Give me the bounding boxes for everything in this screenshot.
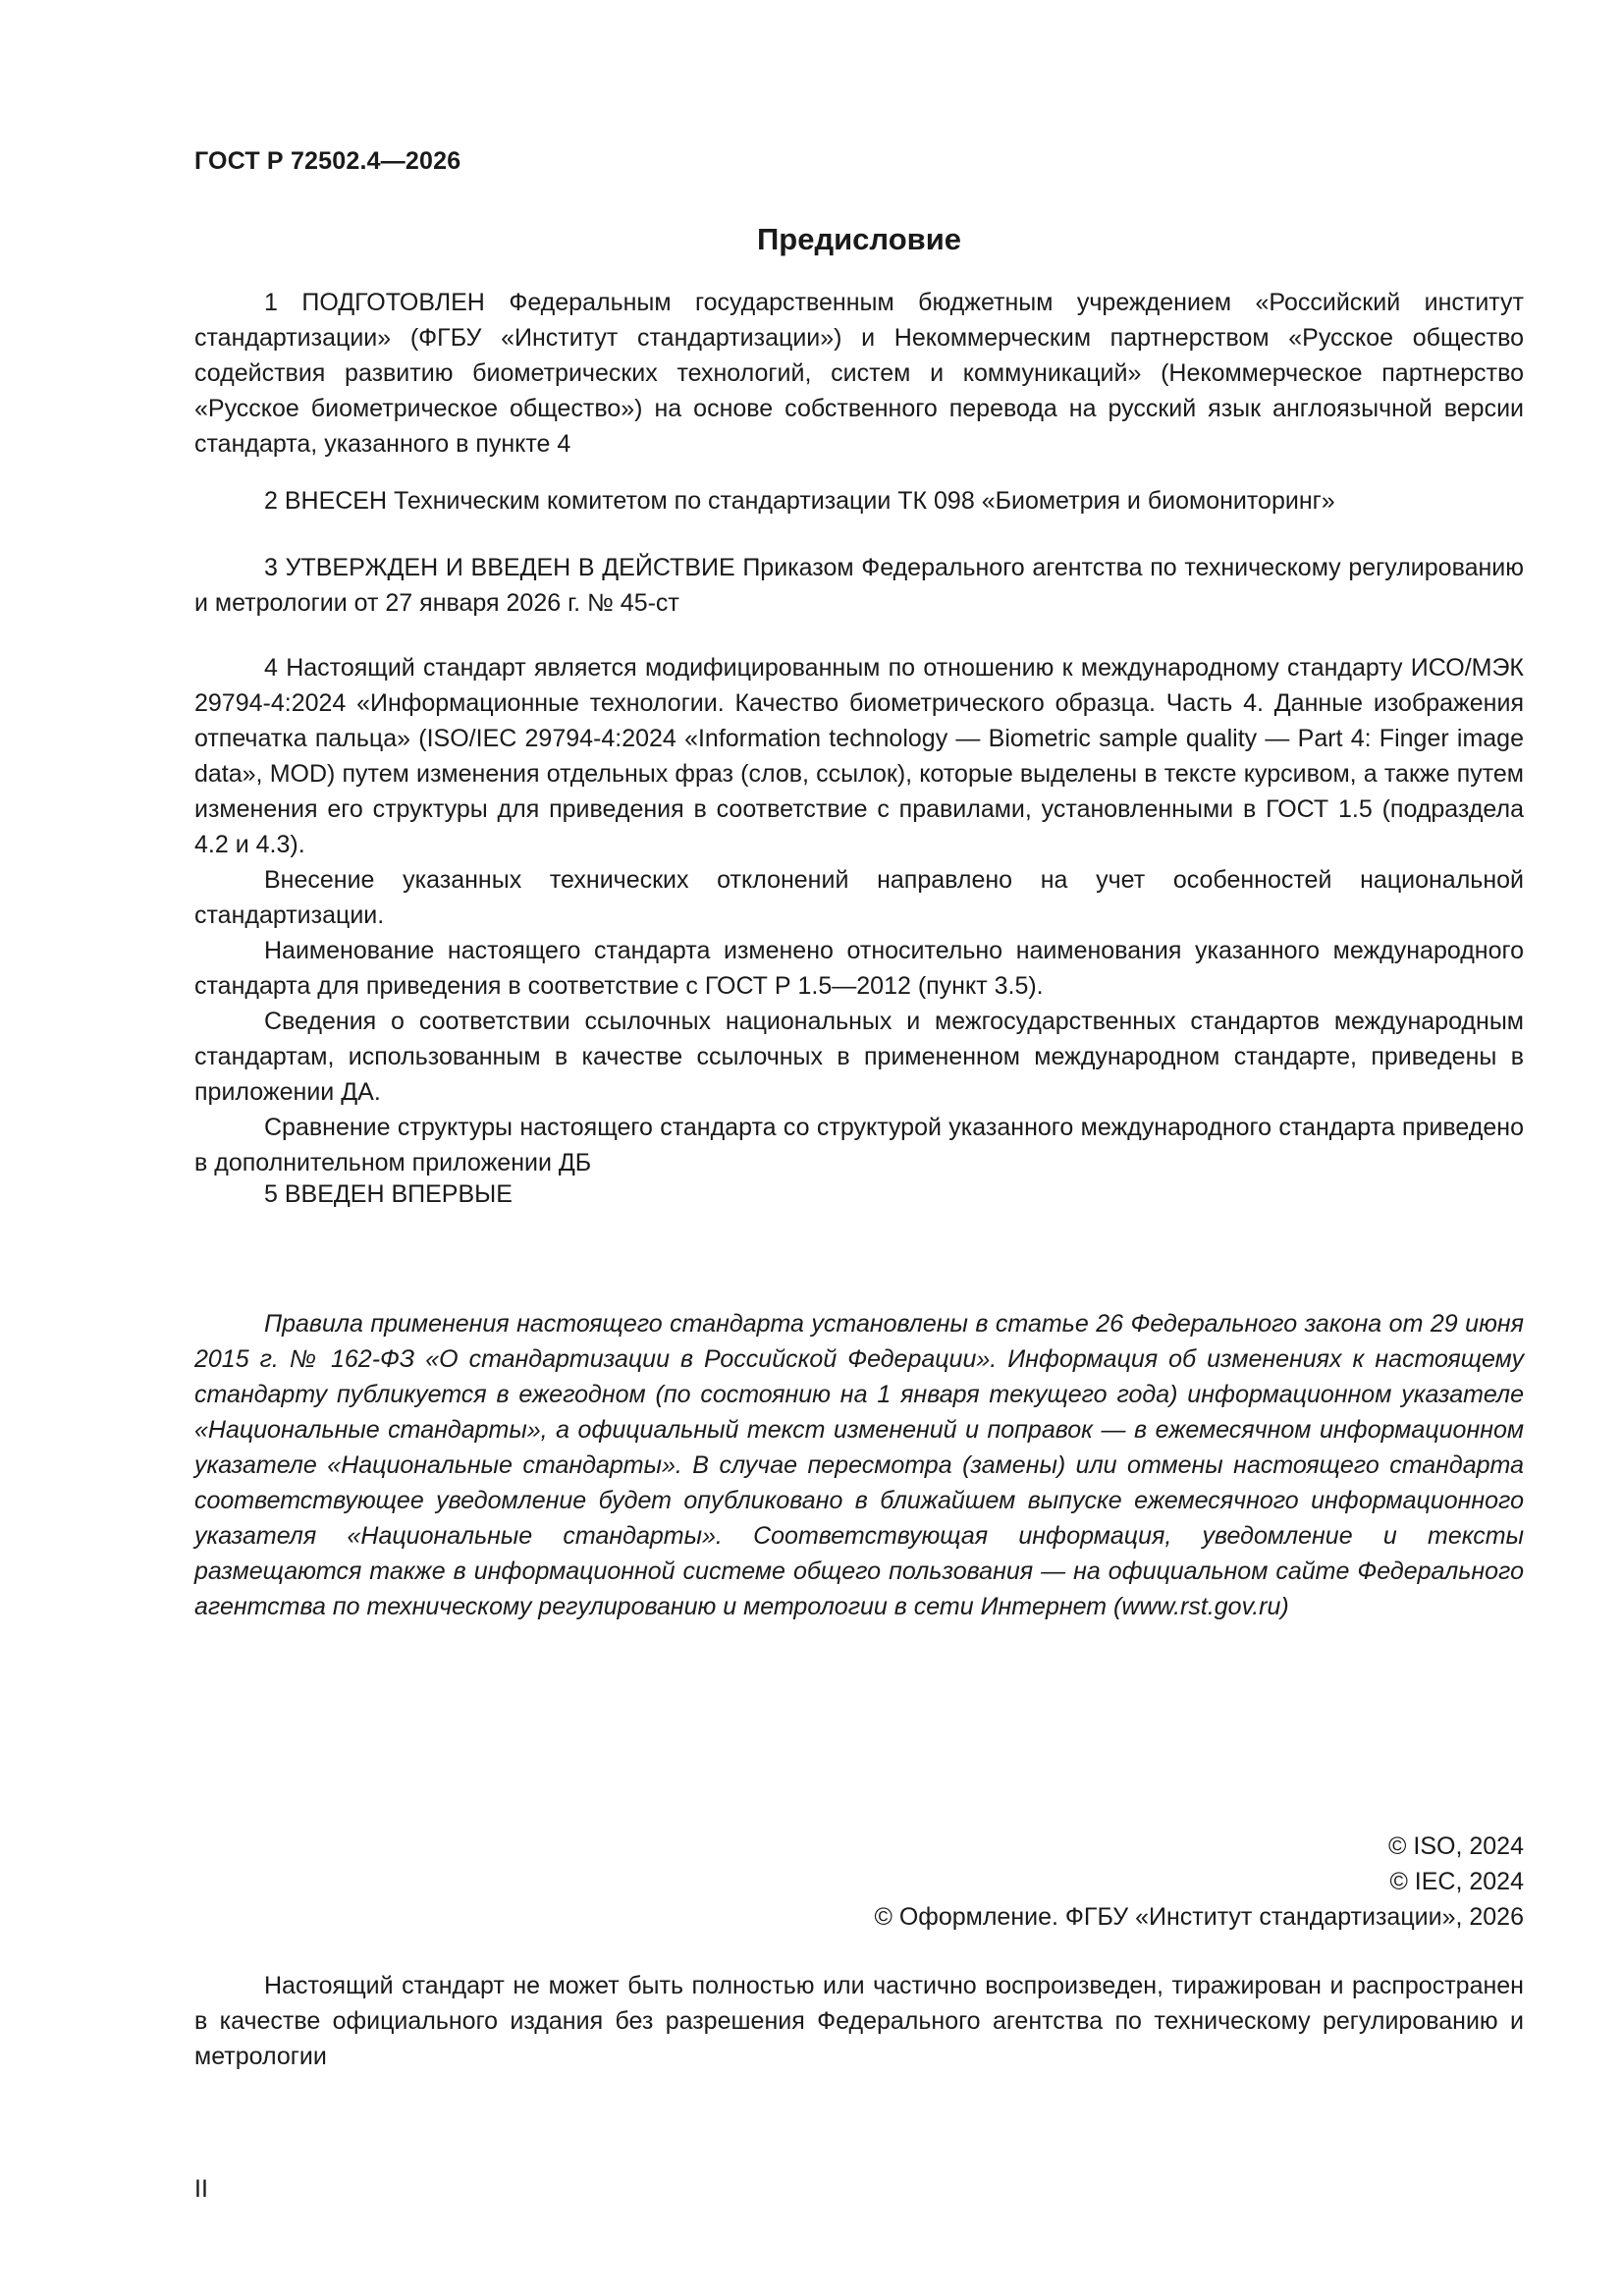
item-4 [194,650,1524,1180]
document-code: ГОСТ Р 72502.4—2026 [194,147,461,175]
item-3 [194,550,1524,621]
copyright-iec: © IEC, 2024 [1389,1868,1524,1895]
item-2 [194,483,1524,519]
copyright-design: © Оформление. ФГБУ «Институт стандартизации», 2026 [874,1903,1524,1931]
page-number: II [194,2175,208,2203]
item-4-title-note: Наименование настоящего стандарта изменено относительно наименования указанного международного стандарта для приведения в соответствие с ГОСТ Р 1.5—2012 (пункт 3.5). [194,937,1524,1000]
item-4-references-note: Сведения о соответствии ссылочных национальных и межгосударственных стандартов международным стандартам, использованным в качестве ссылочных в примененном международном стандарте, приведены в приложении ДА. [194,1008,1524,1106]
reproduction-notice [194,1968,1524,2074]
item-1-text: 1 ПОДГОТОВЛЕН Федеральным государственным бюджетным учреждением «Российский институт стандартизации» (ФГБУ «Институт стандартизации») и Некоммерческим партнерством «Русское общество содействия развитию биометрических технологий, систем и коммуникаций» (Некоммерческое партнерство «Русское биометрическое общество») на основе собственного перевода на русский язык англоязычной версии стандарта, указанного в пункте 4 [194,289,1524,458]
item-3-text: 3 УТВЕРЖДЕН И ВВЕДЕН В ДЕЙСТВИЕ Приказом Федерального агентства по техническому регулированию и метрологии от 27 января 2026 г. № 45-ст [194,554,1524,617]
page-title: Предисловие [756,222,961,256]
item-4-text: 4 Настоящий стандарт является модифицированным по отношению к международному стандарту ИСО/МЭК 29794-4:2024 «Информационные технологии. Качество биометрического образца. Часть 4. Данные изображения отпечатка пальца» (ISO/IEC 29794-4:2024 «Information technology — Biometric sample quality — Part 4: Finger image data», MOD) путем изменения отдельных фраз (слов, ссылок), которые выделены в тексте курсивом, а также путем изменения его структуры для приведения в соответствие с правилами, установленными в ГОСТ 1.5 (подраздела 4.2 и 4.3). [194,654,1524,858]
item-2-text: 2 ВНЕСЕН Техническим комитетом по стандартизации ТК 098 «Биометрия и биомониторинг» [264,487,1335,515]
reproduction-notice-text: Настоящий стандарт не может быть полностью или частично воспроизведен, тиражирован и распространен в качестве официального издания без разрешения Федерального агентства по техническому регулированию и метрологии [194,1972,1524,2070]
rules-note [194,1306,1524,1624]
item-4-structure-note: Сравнение структуры настоящего стандарта со структурой указанного международного стандарта приведено в дополнительном приложении ДБ [194,1114,1524,1176]
item-4-deviation-note: Внесение указанных технических отклонений направлено на учет особенностей национальной стандартизации. [194,866,1524,929]
item-5 [194,1176,1524,1212]
item-5-text: 5 ВВЕДЕН ВПЕРВЫЕ [264,1180,513,1208]
copyright-block [874,1829,1524,1935]
item-1 [194,285,1524,462]
copyright-iso: © ISO, 2024 [1388,1832,1524,1860]
rules-note-text: Правила применения настоящего стандарта установлены в статье 26 Федерального закона от 29 июня 2015 г. № 162-ФЗ «О стандартизации в Российской Федерации». Информация об изменениях к настоящему стандарту публикуется в ежегодном (по состоянию на 1 января текущего года) информационном указателе «Национальные стандарты», а официальный текст изменений и поправок — в ежемесячном информационном указателе «Национальные стандарты». В случае пересмотра (замены) или отмены настоящего стандарта соответствующее уведомление будет опубликовано в ближайшем выпуске ежемесячного информационного указателя «Национальные стандарты». Соответствующая информация, уведомление и тексты размещаются также в информационной системе общего пользования — на официальном сайте Федерального агентства по техническому регулированию и метрологии в сети Интернет (www.rst.gov.ru) [194,1310,1524,1620]
